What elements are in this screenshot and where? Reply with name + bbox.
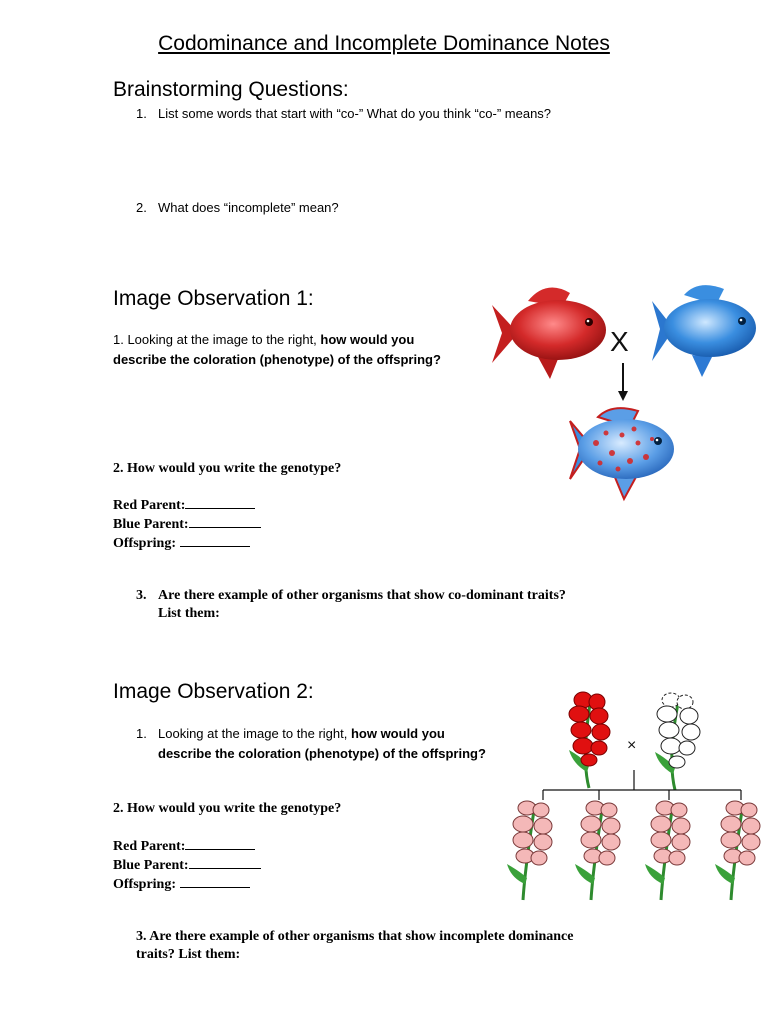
observation-2-question-2: 2. How would you write the genotype? (113, 801, 342, 816)
brainstorm-heading: Brainstorming Questions: (113, 78, 349, 101)
observation-1-heading: Image Observation 1: (113, 287, 314, 310)
observation-1-question-1: 1. Looking at the image to the right, how would you describe the coloration (phenotype) of the offspring? (113, 332, 441, 367)
brainstorm-question-1: 1. List some words that start with “co-” What do you think “co-” means? (136, 106, 552, 121)
pink-snapdragon-icon-4 (715, 801, 760, 900)
red-snapdragon-icon (569, 692, 610, 788)
red-fish-icon (492, 288, 606, 379)
page-title: Codominance and Incomplete Dominance Notes (158, 32, 610, 55)
observation-1-genotype-lines: Red Parent: Blue Parent: Offspring: (113, 496, 261, 553)
observation-2-heading: Image Observation 2: (113, 680, 314, 703)
cross-connector-lines (543, 770, 741, 800)
observation-1-question-3: 3. Are there example of other organisms that show co-dominant traits? List them: (136, 588, 566, 621)
white-snapdragon-icon (655, 693, 700, 790)
observation-2-question-1: 1. Looking at the image to the right, how would you describe the coloration (phenotype) of the offspring? (136, 726, 486, 761)
cross-symbol-2: × (627, 737, 637, 754)
fish-cross-illustration (488, 283, 760, 508)
flower-cross-illustration (503, 688, 768, 902)
pink-snapdragon-icon-1 (507, 801, 552, 900)
pink-snapdragon-icon-2 (575, 801, 620, 900)
blue-fish-icon (652, 285, 756, 377)
pink-snapdragon-icon-3 (645, 801, 690, 900)
down-arrow-icon (618, 363, 628, 401)
observation-1-question-2: 2. How would you write the genotype? (113, 461, 342, 476)
observation-2-question-3: 3. Are there example of other organisms that show incomplete dominance traits? List them: (136, 929, 574, 962)
observation-2-genotype-lines: Red Parent: Blue Parent: Offspring: (113, 837, 261, 894)
cross-symbol: X (610, 326, 629, 357)
offspring-fish-icon (570, 408, 674, 499)
brainstorm-question-2: 2. What does “incomplete” mean? (136, 200, 339, 215)
